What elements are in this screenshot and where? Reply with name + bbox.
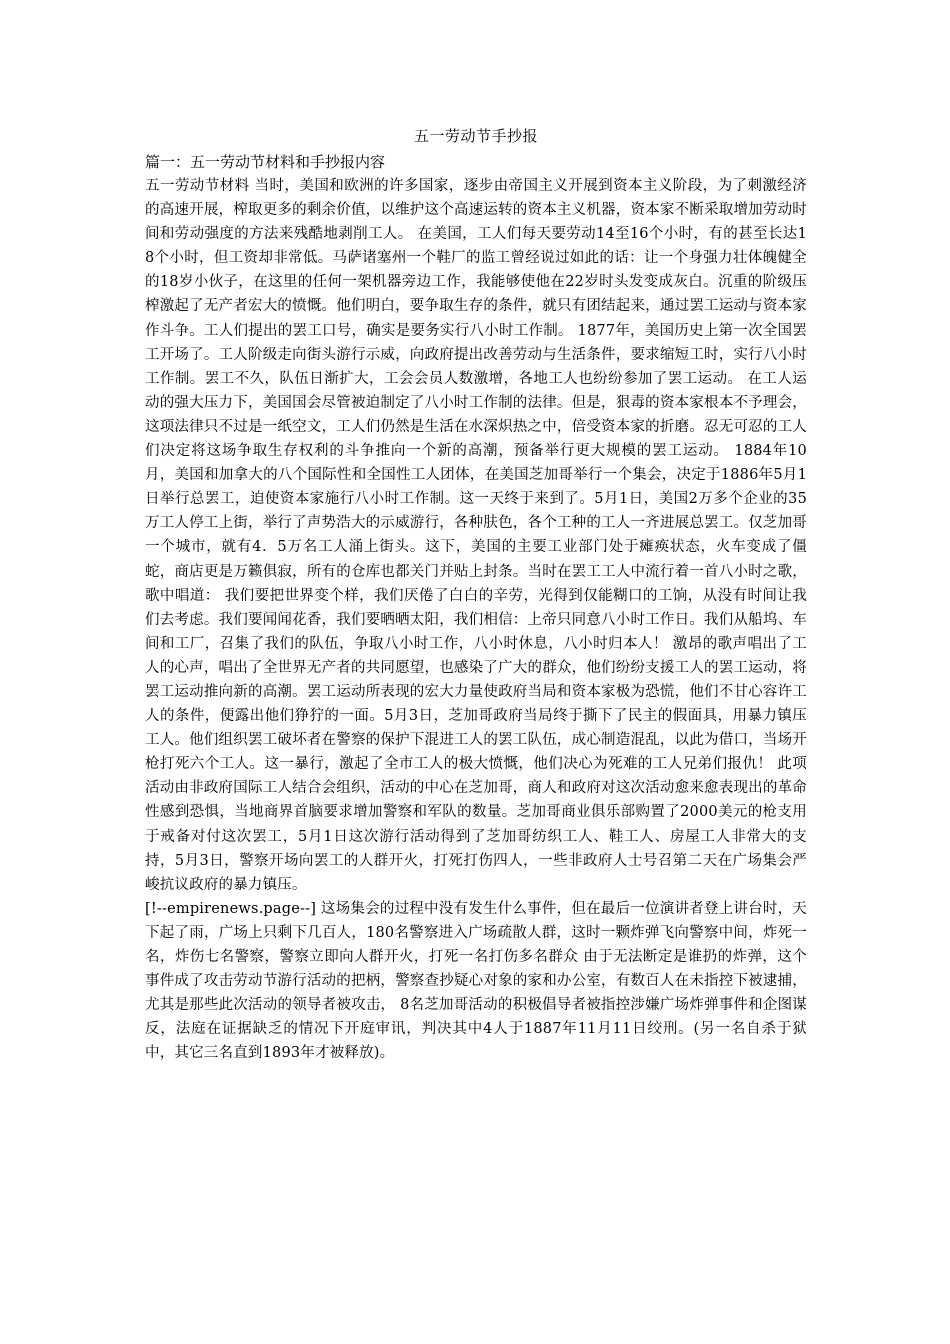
document-title: 五一劳动节手抄报: [413, 127, 538, 145]
section-heading: 篇一：五一劳动节材料和手抄报内容: [145, 153, 386, 171]
document-page: [145, 124, 807, 1065]
body-paragraph-2: [!--empirenews.page--] 这场集会的过程中没有发生什么事件，但在最后一位演讲者登上讲台时，天下起了雨，广场上只剩下几百人，180名警察进入广场疏散人群，这时一颗炸弹飞向警察中间，炸死一名，炸伤七名警察，警察立即向人群开火，打死一名打伤多名群众 由于无法断定是谁扔的炸弹，这个事件成了攻击劳动节游行活动的把柄，警察查抄疑心对象的家和办公室，有数百人在未指控下被逮捕，尤其是那些此次活动的领导者被攻击， 8名芝加哥活动的积极倡导者被指控涉嫌广场炸弹事件和企图谋反，法庭在证据缺乏的情况下开庭审讯，判决其中4人于1887年11月11日绞刑。(另一名自杀于狱中，其它三名直到1893年才被释放)。: [145, 900, 807, 1062]
body-paragraph-1: 五一劳动节材料 当时，美国和欧洲的许多国家，逐步由帝国主义开展到资本主义阶段，为了刺激经济的高速开展，榨取更多的剩余价值，以维护这个高速运转的资本主义机器，资本家不断采取增加劳动时间和劳动强度的方法来残酷地剥削工人。 在美国，工人们每天要劳动14至16个小时，有的甚至长达18个小时，但工资却非常低。马萨诸塞州一个鞋厂的监工曾经说过如此的话：让一个身强力壮体魄健全的18岁小伙子，在这里的任何一架机器旁边工作，我能够使他在22岁时头发变成灰白。沉重的阶级压榨激起了无产者宏大的愤慨。他们明白，要争取生存的条件，就只有团结起来，通过罢工运动与资本家作斗争。工人们提出的罢工口号，确实是要务实行八小时工作制。 1877年，美国历史上第一次全国罢工开场了。工人阶级走向街头游行示威，向政府提出改善劳动与生活条件，要求缩短工时，实行八小时工作制。罢工不久，队伍日渐扩大，工会会员人数激增，各地工人也纷纷参加了罢工运动。 在工人运动的强大压力下，美国国会尽管被迫制定了八小时工作制的法律。但是，狠毒的资本家根本不予理会，这项法律只不过是一纸空文，工人们仍然是生活在水深炽热之中，倍受资本家的折磨。忍无可忍的工人们决定将这场争取生存权利的斗争推向一个新的高潮，预备举行更大规模的罢工运动。 1884年10月，美国和加拿大的八个国际性和全国性工人团体，在美国芝加哥举行一个集会，决定于1886年5月1日举行总罢工，迫使资本家施行八小时工作制。这一天终于来到了。5月1日，美国2万多个企业的35万工人停工上街，举行了声势浩大的示威游行，各种肤色，各个工种的工人一齐进展总罢工。仅芝加哥一个城市，就有4．5万名工人涌上街头。这下，美国的主要工业部门处于瘫痪状态，火车变成了僵蛇，商店更是万籁俱寂，所有的仓库也都关门并贴上封条。当时在罢工工人中流行着一首八小时之歌，歌中唱道： 我们要把世界变个样，我们厌倦了白白的辛劳，光得到仅能糊口的工饷，从没有时间让我们去考虑。我们要闻闻花香，我们要晒晒太阳，我们相信：上帝只同意八小时工作日。我们从船坞、车间和工厂，召集了我们的队伍，争取八小时工作，八小时休息，八小时归本人！ 激昂的歌声唱出了工人的心声，唱出了全世界无产者的共同愿望，也感染了广大的群众，他们纷纷支援工人的罢工运动，将罢工运动推向新的高潮。罢工运动所表现的宏大力量使政府当局和资本家极为恐慌，他们不甘心容许工人的条件，便露出他们狰狞的一面。5月3日，芝加哥政府当局终于撕下了民主的假面具，用暴力镇压工人。他们组织罢工破坏者在警察的保护下混进工人的罢工队伍，成心制造混乱，以此为借口，当场开枪打死六个工人。这一暴行，激起了全市工人的极大愤慨，他们决心为死难的工人兄弟们报仇！ 此项活动由非政府国际工人结合会组织，活动的中心在芝加哥，商人和政府对这次活动愈来愈表现出的革命性感到恐惧，当地商界首脑要求增加警察和军队的数量。芝加哥商业俱乐部购置了2000美元的枪支用于戒备对付这次罢工，5月1日这次游行活动得到了芝加哥纺织工人、鞋工人、房屋工人非常大的支持，5月3日，警察开场向罢工的人群开火，打死打伤四人，一些非政府人士号召第二天在广场集会严峻抗议政府的暴力镇压。: [145, 178, 807, 893]
